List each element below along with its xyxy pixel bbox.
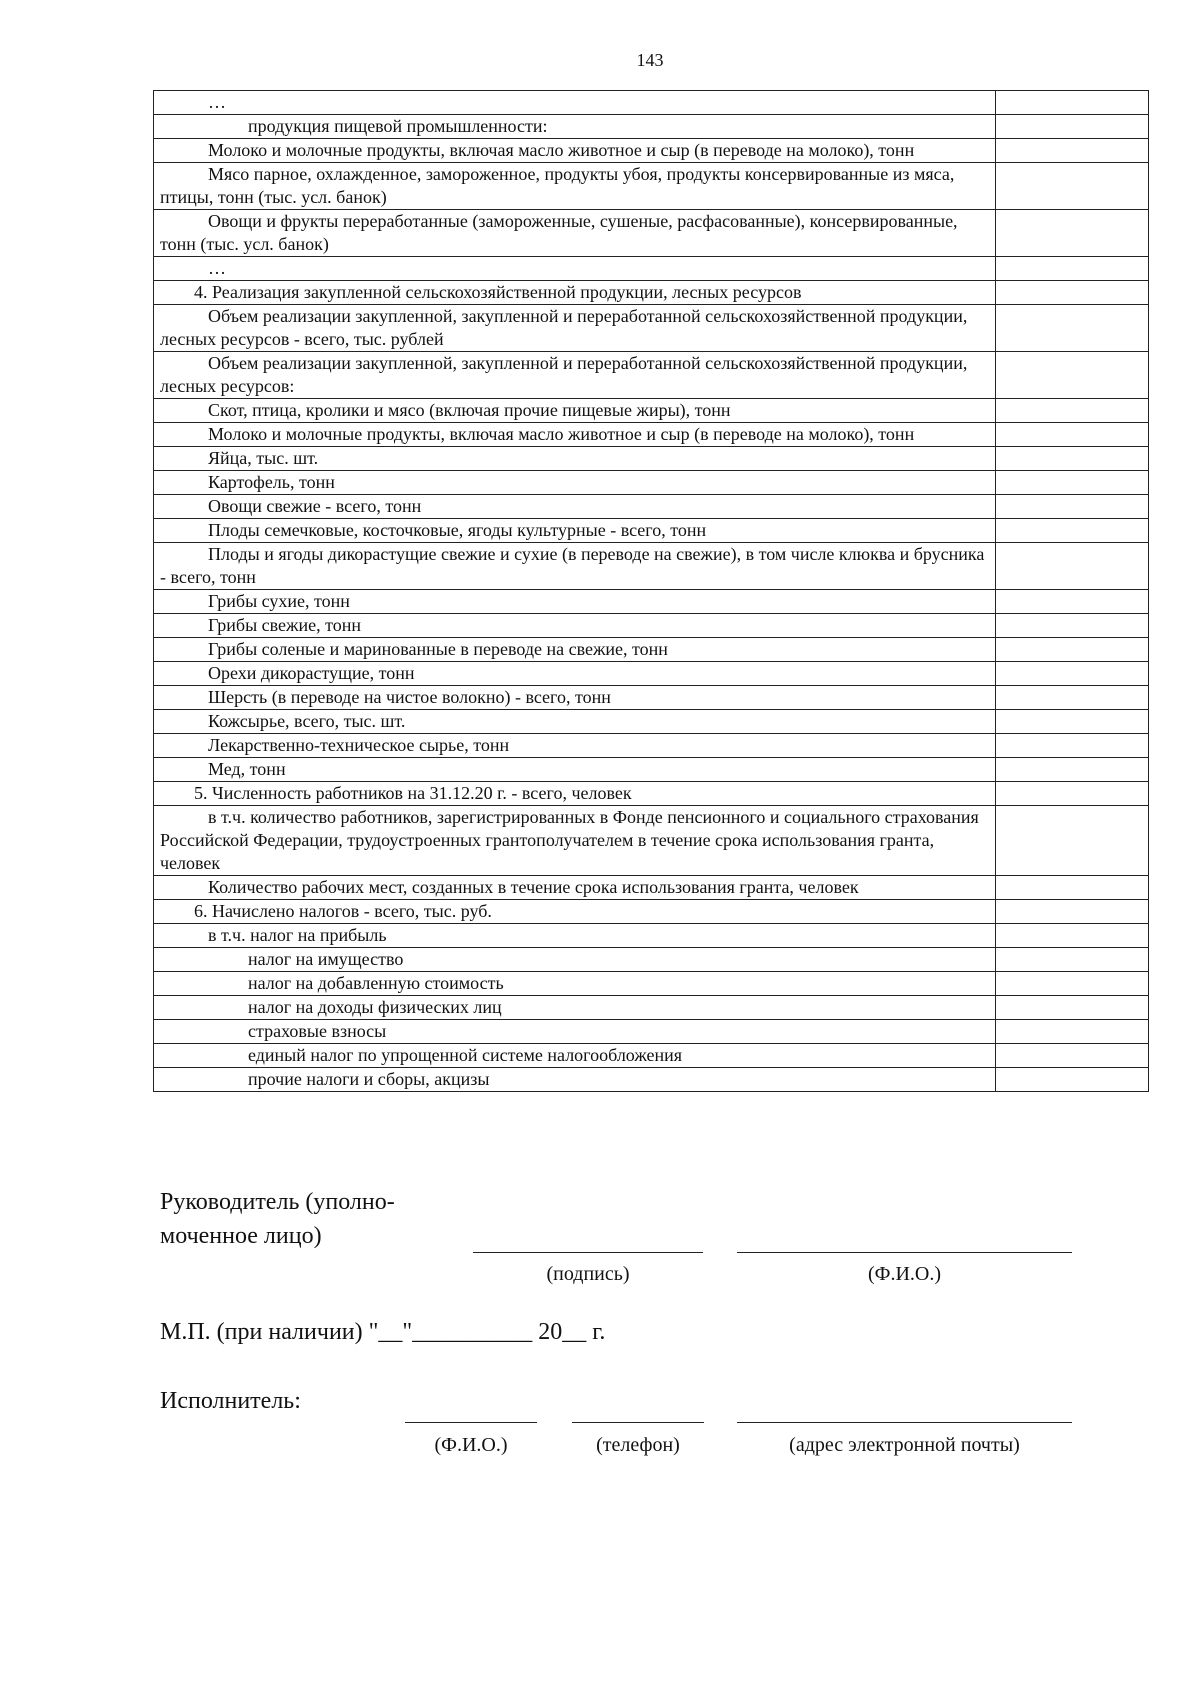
indicator-value-cell[interactable] (996, 115, 1149, 139)
indicator-value-cell[interactable] (996, 210, 1149, 257)
indicator-label: Скот, птица, кролики и мясо (включая прочие пищевые жиры), тонн (154, 399, 996, 423)
table-row (154, 352, 1149, 399)
executor-phone-caption: (телефон) (596, 1434, 680, 1456)
table-row (154, 399, 1149, 423)
indicator-label: Объем реализации закупленной, закупленной и переработанной сельскохозяйственной продукции, лесных ресурсов: (154, 352, 996, 399)
indicator-label: единый налог по упрощенной системе налогообложения (154, 1044, 996, 1068)
indicator-label: Овощи свежие - всего, тонн (154, 495, 996, 519)
indicator-label: Грибы свежие, тонн (154, 614, 996, 638)
indicator-value-cell[interactable] (996, 1068, 1149, 1092)
indicator-label: Грибы сухие, тонн (154, 590, 996, 614)
table-row (154, 758, 1149, 782)
indicator-value-cell[interactable] (996, 352, 1149, 399)
indicator-value-cell[interactable] (996, 399, 1149, 423)
indicator-value-cell[interactable] (996, 91, 1149, 115)
indicator-label: в т.ч. количество работников, зарегистрированных в Фонде пенсионного и социального страхования Российской Федерации, трудоустроенных грантополучателем в течение срока использования гранта, человек (154, 806, 996, 876)
table-row (154, 972, 1149, 996)
indicator-value-cell[interactable] (996, 423, 1149, 447)
indicator-label: 5. Численность работников на 31.12.20 г. - всего, человек (154, 782, 996, 806)
indicator-label: Орехи дикорастущие, тонн (154, 662, 996, 686)
table-row (154, 996, 1149, 1020)
indicator-value-cell[interactable] (996, 876, 1149, 900)
table-row (154, 495, 1149, 519)
table-row (154, 782, 1149, 806)
indicator-label: … (154, 91, 996, 115)
page-number: 143 (636, 50, 664, 70)
indicator-value-cell[interactable] (996, 734, 1149, 758)
table-row (154, 543, 1149, 590)
indicator-value-cell[interactable] (996, 638, 1149, 662)
table-row (154, 900, 1149, 924)
indicator-label: Кожсырье, всего, тыс. шт. (154, 710, 996, 734)
table-row (154, 519, 1149, 543)
table-row (154, 590, 1149, 614)
indicator-label: Грибы соленые и маринованные в переводе на свежие, тонн (154, 638, 996, 662)
indicator-label: Мясо парное, охлажденное, замороженное, продукты убоя, продукты консервированные из мяса, птицы, тонн (тыс. усл. банок) (154, 163, 996, 210)
stamp-date-line: М.П. (при наличии) "__"__________ 20__ г. (160, 1319, 606, 1345)
indicator-value-cell[interactable] (996, 139, 1149, 163)
indicator-label: Объем реализации закупленной, закупленной и переработанной сельскохозяйственной продукции, лесных ресурсов - всего, тыс. рублей (154, 305, 996, 352)
table-row (154, 734, 1149, 758)
table-row (154, 163, 1149, 210)
indicator-label: продукция пищевой промышленности: (154, 115, 996, 139)
executor-fio-line (405, 1422, 537, 1423)
table-row (154, 471, 1149, 495)
indicator-label: Плоды и ягоды дикорастущие свежие и сухие (в переводе на свежие), в том числе клюква и брусника - всего, тонн (154, 543, 996, 590)
table-row (154, 614, 1149, 638)
table-row (154, 91, 1149, 115)
indicator-label: Лекарственно-техническое сырье, тонн (154, 734, 996, 758)
indicator-label: Молоко и молочные продукты, включая масло животное и сыр (в переводе на молоко), тонн (154, 139, 996, 163)
table-row (154, 115, 1149, 139)
indicator-label: Шерсть (в переводе на чистое волокно) - всего, тонн (154, 686, 996, 710)
table-row (154, 1044, 1149, 1068)
indicators-table (153, 90, 1149, 1092)
table-row (154, 1020, 1149, 1044)
indicator-value-cell[interactable] (996, 1044, 1149, 1068)
indicator-value-cell[interactable] (996, 782, 1149, 806)
indicator-label: налог на добавленную стоимость (154, 972, 996, 996)
indicator-value-cell[interactable] (996, 806, 1149, 876)
indicator-label: Количество рабочих мест, созданных в течение срока использования гранта, человек (154, 876, 996, 900)
indicator-value-cell[interactable] (996, 305, 1149, 352)
executor-email-caption: (адрес электронной почты) (789, 1434, 1020, 1456)
indicator-label: Яйца, тыс. шт. (154, 447, 996, 471)
executor-email-line (737, 1422, 1072, 1423)
indicator-value-cell[interactable] (996, 519, 1149, 543)
indicator-value-cell[interactable] (996, 163, 1149, 210)
indicator-value-cell[interactable] (996, 948, 1149, 972)
indicator-value-cell[interactable] (996, 900, 1149, 924)
indicator-value-cell[interactable] (996, 471, 1149, 495)
table-row (154, 210, 1149, 257)
indicator-value-cell[interactable] (996, 495, 1149, 519)
indicator-label: налог на имущество (154, 948, 996, 972)
table-row (154, 710, 1149, 734)
indicator-label: Овощи и фрукты переработанные (замороженные, сушеные, расфасованные), консервированные, тонн (тыс. усл. банок) (154, 210, 996, 257)
executor-phone-line (572, 1422, 704, 1423)
table-row (154, 139, 1149, 163)
table-row (154, 662, 1149, 686)
table-row (154, 281, 1149, 305)
indicator-value-cell[interactable] (996, 924, 1149, 948)
indicator-value-cell[interactable] (996, 710, 1149, 734)
indicator-label: 4. Реализация закупленной сельскохозяйственной продукции, лесных ресурсов (154, 281, 996, 305)
indicator-value-cell[interactable] (996, 758, 1149, 782)
table-row (154, 257, 1149, 281)
indicator-label: … (154, 257, 996, 281)
head-fio-line (737, 1252, 1072, 1253)
indicator-value-cell[interactable] (996, 447, 1149, 471)
table-row (154, 686, 1149, 710)
indicator-value-cell[interactable] (996, 281, 1149, 305)
table-row (154, 423, 1149, 447)
table-row (154, 806, 1149, 876)
indicator-label: в т.ч. налог на прибыль (154, 924, 996, 948)
indicator-label: страховые взносы (154, 1020, 996, 1044)
indicator-value-cell[interactable] (996, 1020, 1149, 1044)
indicator-label: Картофель, тонн (154, 471, 996, 495)
table-row (154, 948, 1149, 972)
head-fio-caption: (Ф.И.О.) (867, 1263, 941, 1285)
indicator-label: Мед, тонн (154, 758, 996, 782)
indicator-value-cell[interactable] (996, 614, 1149, 638)
indicator-label: налог на доходы физических лиц (154, 996, 996, 1020)
head-label-line1: Руководитель (уполно- (160, 1189, 395, 1215)
indicator-value-cell[interactable] (996, 686, 1149, 710)
executor-fio-caption: (Ф.И.О.) (434, 1434, 508, 1456)
indicator-value-cell[interactable] (996, 543, 1149, 590)
table-row (154, 447, 1149, 471)
indicator-value-cell[interactable] (996, 972, 1149, 996)
indicator-label: 6. Начислено налогов - всего, тыс. руб. (154, 900, 996, 924)
indicator-value-cell[interactable] (996, 257, 1149, 281)
indicator-value-cell[interactable] (996, 590, 1149, 614)
table-row (154, 1068, 1149, 1092)
indicator-label: Плоды семечковые, косточковые, ягоды культурные - всего, тонн (154, 519, 996, 543)
table-row (154, 924, 1149, 948)
executor-label: Исполнитель: (160, 1388, 301, 1414)
indicator-value-cell[interactable] (996, 662, 1149, 686)
table-row (154, 305, 1149, 352)
signature-caption: (подпись) (546, 1263, 630, 1285)
signature-line (473, 1252, 703, 1253)
indicator-label: прочие налоги и сборы, акцизы (154, 1068, 996, 1092)
table-row (154, 876, 1149, 900)
indicator-value-cell[interactable] (996, 996, 1149, 1020)
indicator-label: Молоко и молочные продукты, включая масло животное и сыр (в переводе на молоко), тонн (154, 423, 996, 447)
head-label-line2: моченное лицо) (160, 1223, 322, 1249)
table-row (154, 638, 1149, 662)
